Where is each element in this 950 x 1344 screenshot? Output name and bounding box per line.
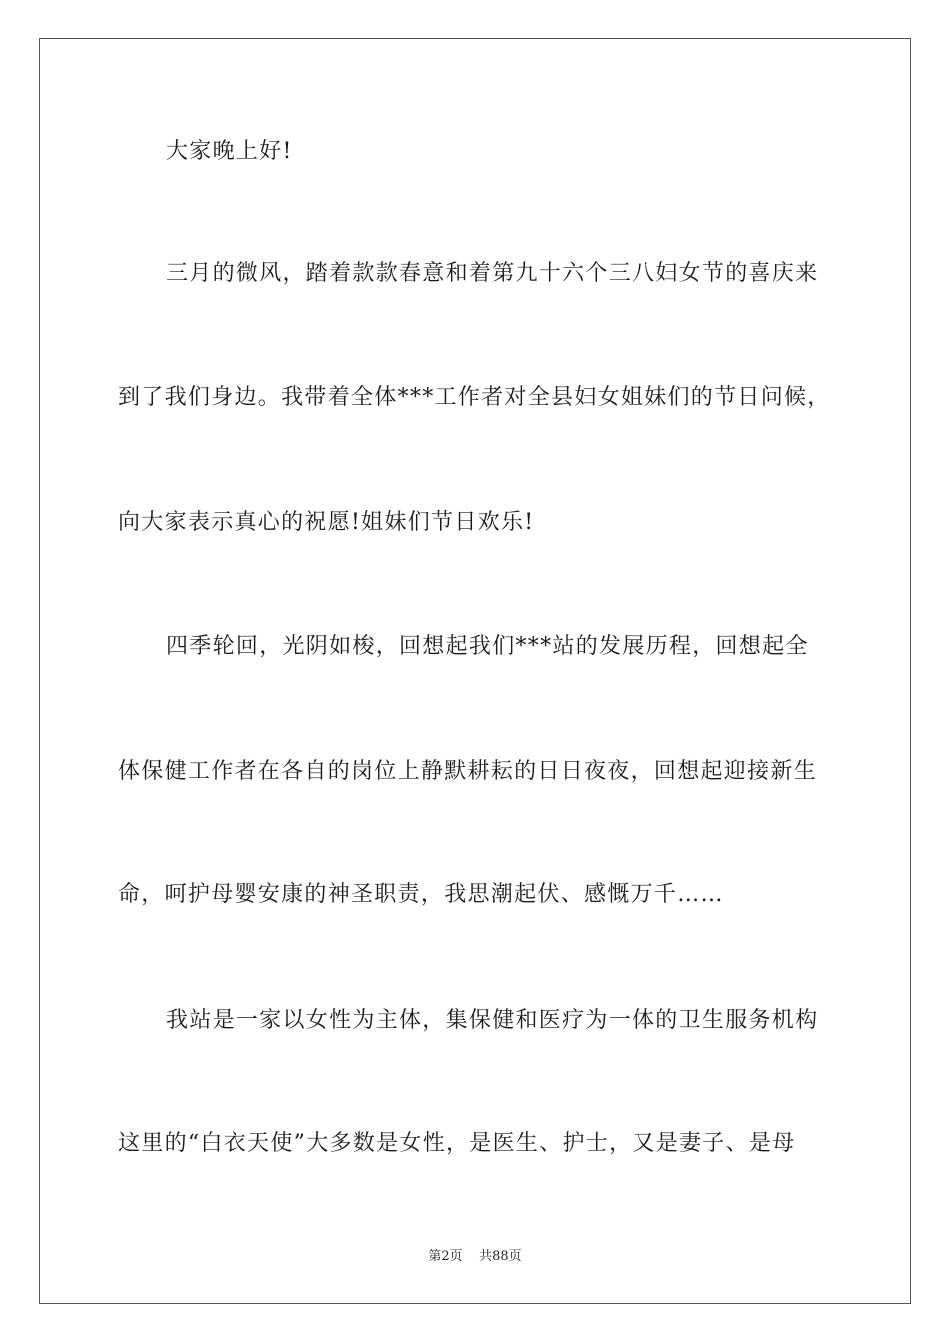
page-footer: [0, 1248, 950, 1266]
page-frame: [39, 38, 911, 1304]
text-line: 三月的微风，踏着款款春意和着第九十六个三八妇女节的喜庆来: [166, 261, 819, 286]
text-line: 我站是一家以女性为主体，集保健和医疗为一体的卫生服务机构: [166, 1008, 819, 1033]
text-line: 到了我们身边。我带着全体***工作者对全县妇女姐妹们的节日问候，: [118, 385, 831, 410]
text-line: 这里的“白衣天使”大多数是女性，是医生、护士，又是妻子、是母: [118, 1131, 796, 1156]
text-line: 大家晚上好!: [166, 139, 293, 164]
text-line: 四季轮回，光阴如梭，回想起我们***站的发展历程，回想起全: [166, 634, 809, 659]
total-pages: 共88页: [479, 1249, 522, 1264]
text-line: 向大家表示真心的祝愿!姐妹们节日欢乐!: [118, 510, 535, 535]
text-line: 命，呵护母婴安康的神圣职责，我思潮起伏、感慨万千……: [118, 882, 724, 907]
text-line: 体保健工作者在各自的岗位上静默耕耘的日日夜夜，回想起迎接新生: [118, 759, 818, 784]
page-number: 第2页: [428, 1249, 463, 1264]
